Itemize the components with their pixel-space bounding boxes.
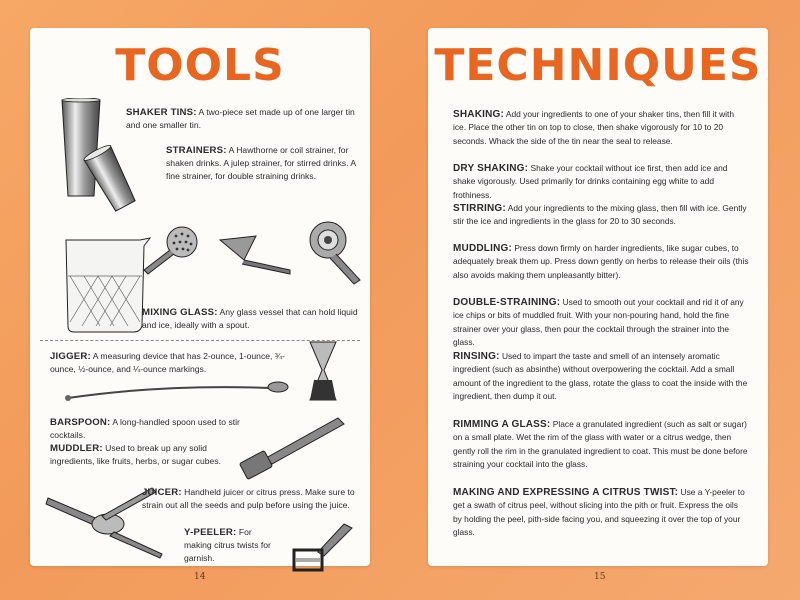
desc-rinsing: Used to impart the taste and smell of an intensely aromatic ingredient (such as absinthe) without overpowering the cocktail. Add a small amount of the ingredient to the glass, rotate the glass to coat the inside with the ingredient, then dump it out. bbox=[453, 351, 748, 402]
term-shaking: SHAKING: bbox=[453, 109, 505, 120]
term-jigger: JIGGER: bbox=[50, 351, 91, 362]
term-strainers: STRAINERS: bbox=[166, 145, 227, 156]
desc-mixing-glass: Any glass vessel that can hold liquid and ice, ideally with a spout. bbox=[142, 307, 358, 330]
desc-shaking: Add your ingredients to one of your shaker tins, then fill it with ice. Place the other tin on top to close, then shake vigorously for 10 to 20 seconds. Whack the side of the tin near the seal to release. bbox=[453, 109, 735, 146]
entry-rimming-a-glass bbox=[453, 418, 749, 472]
entry-muddler bbox=[50, 442, 246, 468]
muddler-illustration bbox=[230, 414, 350, 484]
entry-muddling bbox=[453, 242, 749, 282]
desc-muddling: Press down firmly on harder ingredients, like sugar cubes, to adequately break them up. Press down gently on herbs to release their oils (this also avoids making them unpleasantly bitter). bbox=[453, 243, 749, 280]
desc-juicer: Handheld juicer or citrus press. Make sure to strain out all the seeds and pulp before using the juice. bbox=[142, 487, 355, 510]
entry-shaking bbox=[453, 108, 749, 148]
entry-double-straining bbox=[453, 296, 749, 350]
desc-citrus-twist: Use a Y-peeler to get a swath of citrus peel, without slicing into the pith or fruit. Express the oils by holding the peel, pith-side facing you, and squeezing it over the top of your glass. bbox=[453, 487, 745, 538]
term-muddling: MUDDLING: bbox=[453, 243, 513, 254]
barspoon-illustration bbox=[64, 378, 294, 408]
entry-jigger bbox=[50, 350, 300, 376]
desc-jigger: A measuring device that has 2-ounce, 1-ounce, ¾-ounce, ½-ounce, and ¼-ounce markings. bbox=[50, 351, 285, 374]
entry-rinsing bbox=[453, 350, 749, 404]
tools-page bbox=[30, 28, 370, 566]
term-citrus-twist: MAKING AND EXPRESSING A CITRUS TWIST: bbox=[453, 487, 679, 498]
entry-mixing-glass bbox=[142, 306, 358, 332]
entry-shaker-tins bbox=[126, 106, 358, 132]
entry-strainers bbox=[166, 144, 358, 183]
y-peeler-illustration bbox=[274, 520, 358, 578]
term-dry-shaking: DRY SHAKING: bbox=[453, 163, 529, 174]
page-number-right: 15 bbox=[594, 572, 606, 582]
jigger-illustration bbox=[306, 340, 340, 402]
shaker-tins-illustration bbox=[56, 98, 136, 216]
entry-y-peeler bbox=[184, 526, 280, 565]
desc-shaker-tins: A two-piece set made up of one larger tin and one smaller tin. bbox=[126, 107, 355, 130]
desc-y-peeler: For making citrus twists for garnish. bbox=[184, 527, 271, 563]
term-y-peeler: Y-PEELER: bbox=[184, 527, 237, 538]
term-rimming-a-glass: RIMMING A GLASS: bbox=[453, 419, 551, 430]
page-title: TOOLS bbox=[115, 40, 285, 91]
term-muddler: MUDDLER: bbox=[50, 443, 103, 454]
term-shaker-tins: SHAKER TINS: bbox=[126, 107, 197, 118]
techniques-page bbox=[428, 28, 768, 566]
desc-strainers: A Hawthorne or coil strainer, for shaken drinks. A julep strainer, for stirred drinks. A fine strainer, for double straining drinks. bbox=[166, 145, 356, 181]
mixing-glass-illustration bbox=[60, 236, 154, 334]
strainers-illustration bbox=[140, 218, 364, 288]
term-juicer: JUICER: bbox=[142, 487, 182, 498]
entry-dry-shaking bbox=[453, 162, 749, 202]
term-barspoon: BARSPOON: bbox=[50, 417, 111, 428]
desc-double-straining: Used to smooth out your cocktail and rid it of any ice chips or bits of muddled fruit. With your non-pouring hand, hold the fine strainer over your glass, then pour the cocktail through the strainer into the glass. bbox=[453, 297, 744, 348]
desc-stirring: Add your ingredients to the mixing glass, then fill with ice. Gently stir the ice and ingredients in the glass for 20 to 30 seconds. bbox=[453, 203, 747, 227]
page-title: TECHNIQUES bbox=[434, 40, 762, 91]
desc-muddler: Used to break up any solid ingredients, like fruits, herbs, or sugar cubes. bbox=[50, 443, 222, 466]
entry-citrus-twist bbox=[453, 486, 749, 540]
page-number-left: 14 bbox=[194, 572, 206, 582]
entry-juicer bbox=[142, 486, 358, 512]
desc-barspoon: A long-handled spoon used to stir cocktails. bbox=[50, 417, 240, 440]
entry-stirring bbox=[453, 202, 749, 229]
term-stirring: STIRRING: bbox=[453, 203, 506, 214]
term-double-straining: DOUBLE-STRAINING: bbox=[453, 297, 561, 308]
term-mixing-glass: MIXING GLASS: bbox=[142, 307, 218, 318]
desc-dry-shaking: Shake your cocktail without ice first, then add ice and shake vigorously. Used primarily for drinks containing egg white to add frothiness. bbox=[453, 163, 728, 200]
desc-rimming-a-glass: Place a granulated ingredient (such as salt or sugar) on a small plate. Wet the rim of the glass with water or a citrus wedge, then gently roll the rim in the granulated ingredient to coat. This must be done before straining your cocktail into the glass. bbox=[453, 419, 748, 470]
term-rinsing: RINSING: bbox=[453, 351, 500, 362]
